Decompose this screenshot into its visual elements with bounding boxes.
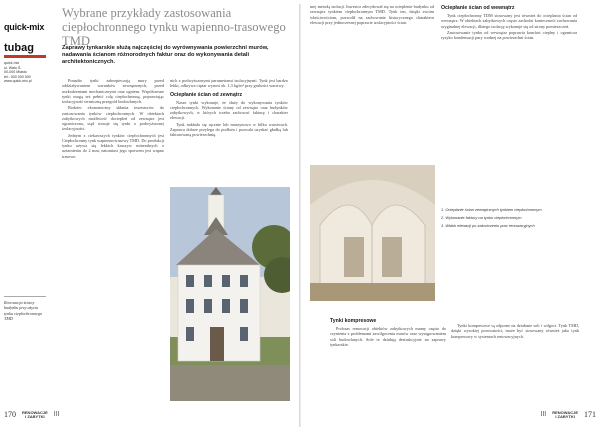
section-heading: Tynki kompresowe xyxy=(330,318,377,324)
article-lead: Zaprawy tynkarskie służą najczęściej do wyrównywania powierzchni murów, nadawania ścianom różnorodnych faktur oraz do wykonywania detali architektonicznych. xyxy=(62,45,269,65)
paragraph: nich z podwyższonymi parametrami izolacyjnymi. Tynk jest bardzo lekki, odkrywa ciężar wynosi ok. 1,3 kg/m² przy grubości warstwy. xyxy=(170,78,288,89)
page-number: 170 xyxy=(4,410,16,419)
paragraph: Jednym z ciekawszych tynków ciepłochronnych jest Ciepłochronny tynk wapienno-trasowy TMD. Do produkcji tynku używa się lekkich kruszyw mineralnych o uziarnieniu do 2 mm, natomiast jego spoiwem jest wapno trasowe. xyxy=(62,132,164,159)
brand-sublogo: tubag xyxy=(4,42,34,54)
paragraph: Zastosowanie tynku od wewnątrz poprawia komfort cieplny i ogranicza ryzyko kondensacji pary wodnej na powierzchni ścian. xyxy=(441,29,577,40)
article-column-4 xyxy=(441,4,577,41)
building-illustration xyxy=(170,187,290,401)
right-footer xyxy=(540,410,596,419)
article-title: Wybrane przykłady zastosowania ciepłochronnego tynku wapienno-trasowego TMD xyxy=(62,6,286,48)
photo-captions xyxy=(441,207,577,231)
paragraph: Podczas renowacji obiektów zabytkowych mamy często do czynienia z problemami zawilgocenia murów oraz występowaniem soli budowlanych. Sole te działają destrukcyjnie na zaprawy tynkarskie. xyxy=(330,326,446,347)
photo-caption: 3. Widok elewacji po zakończeniu prac renowacyjnych xyxy=(441,223,535,228)
paragraph: Tynki kompresowe są odporne na działanie soli i wilgoci. Tynk TMD, dzięki wysokiej porowatości, może być stosowany również jako tynk kompresowy w systemach renowacyjnych. xyxy=(451,323,579,339)
paragraph: Tynk ciepłochronny TDM stosowany jest również do ocieplania ścian od wewnątrz. W obiektach zabytkowych często zachodzi konieczność zachowania oryginalnej elewacji, dlatego izolację wykonuje się od strony pomieszczeń. xyxy=(441,13,577,29)
brand-address: quick-mix ul. Wału Ś. 00-000 Miasto tel.: 000 000 000 www.quick-mix.pl xyxy=(4,61,32,84)
section-mark: III xyxy=(540,411,547,418)
paragraph: Tynk nakłada się ręcznie lub maszynowo w kilku warstwach. Zaprawa dobrze przylega do podłoża i pozwala uzyskać gładką lub fakturowaną powierzchnię. xyxy=(170,121,288,137)
page-number: 171 xyxy=(584,410,596,419)
brand-logo: quick-mix xyxy=(4,22,45,32)
photo-caption: 2. Wykonanie faktury na tynku ciepłochronnym xyxy=(441,215,522,220)
page-gutter xyxy=(299,4,301,427)
building-photo xyxy=(170,187,290,401)
caption-rule xyxy=(4,296,46,297)
paragraph: Ponadto tynki zabezpieczają mury przed oddziaływaniem warunków zewnętrznych, przed uszkodzeniami mechanicznymi oraz ogniem. Współczesne tynki mogą też pełnić rolę ciepłochronną, poprawiając izolacyjność termiczną przegród budowlanych. xyxy=(62,78,164,104)
section-heading: Ociepłanie ścian od zewnątrz xyxy=(170,91,243,98)
brand-block xyxy=(4,22,46,84)
brand-accent-bar xyxy=(4,55,46,58)
article-column-6 xyxy=(451,323,579,340)
photo-caption: 1. Ocieplanie ścian zewnętrznych tynkiem ciepłochronnym xyxy=(441,207,542,212)
paragraph: Nasze tynki wykonuje, że służy do wykonywania tynków ciepłochronnych. Wykonanie ściany od zewnątrz oraz budynków zabytkowych, w których trzeba zachować fakturę i charakter elewacji. xyxy=(170,99,288,121)
article-column-3 xyxy=(310,4,434,26)
article-column-5 xyxy=(330,315,446,348)
paragraph: Bodziec ekonomiczny skłania inwestorów do zastosowania tynków ciepłochronnych. W obiektach zabytkowych możliwość dociepleń od zewnątrz jest ograniczona, stąd stosuje się tynki o podwyższonej izolacyjności. xyxy=(62,105,164,132)
magazine-logo: RENOWACJE I ZABYTKI xyxy=(552,409,578,419)
article-column-1 xyxy=(62,78,164,160)
left-footer xyxy=(4,410,60,419)
paragraph: mej metodą izolacji. Inwestor zdecydował się na ocieplenie budynku od zewnątrz tynkiem ciepłochronnym TMD. Tynk ten, dzięki swoim właściwościom, pozwolił na zachowanie historycznego charakteru elewacji przy jednoczesnej poprawie izolacyjności ścian. xyxy=(310,4,434,25)
side-photo-caption: Renowacja ściany budynku przy użyciu tynku ciepłochronnego TMD xyxy=(4,300,43,321)
interior-photo xyxy=(310,165,435,301)
magazine-logo: RENOWACJE I ZABYTKI xyxy=(22,409,48,419)
section-mark: III xyxy=(53,411,60,418)
section-heading: Ociepłanie ścian od wewnątrz xyxy=(441,5,515,11)
interior-illustration xyxy=(310,165,435,301)
article-column-2 xyxy=(170,78,288,138)
